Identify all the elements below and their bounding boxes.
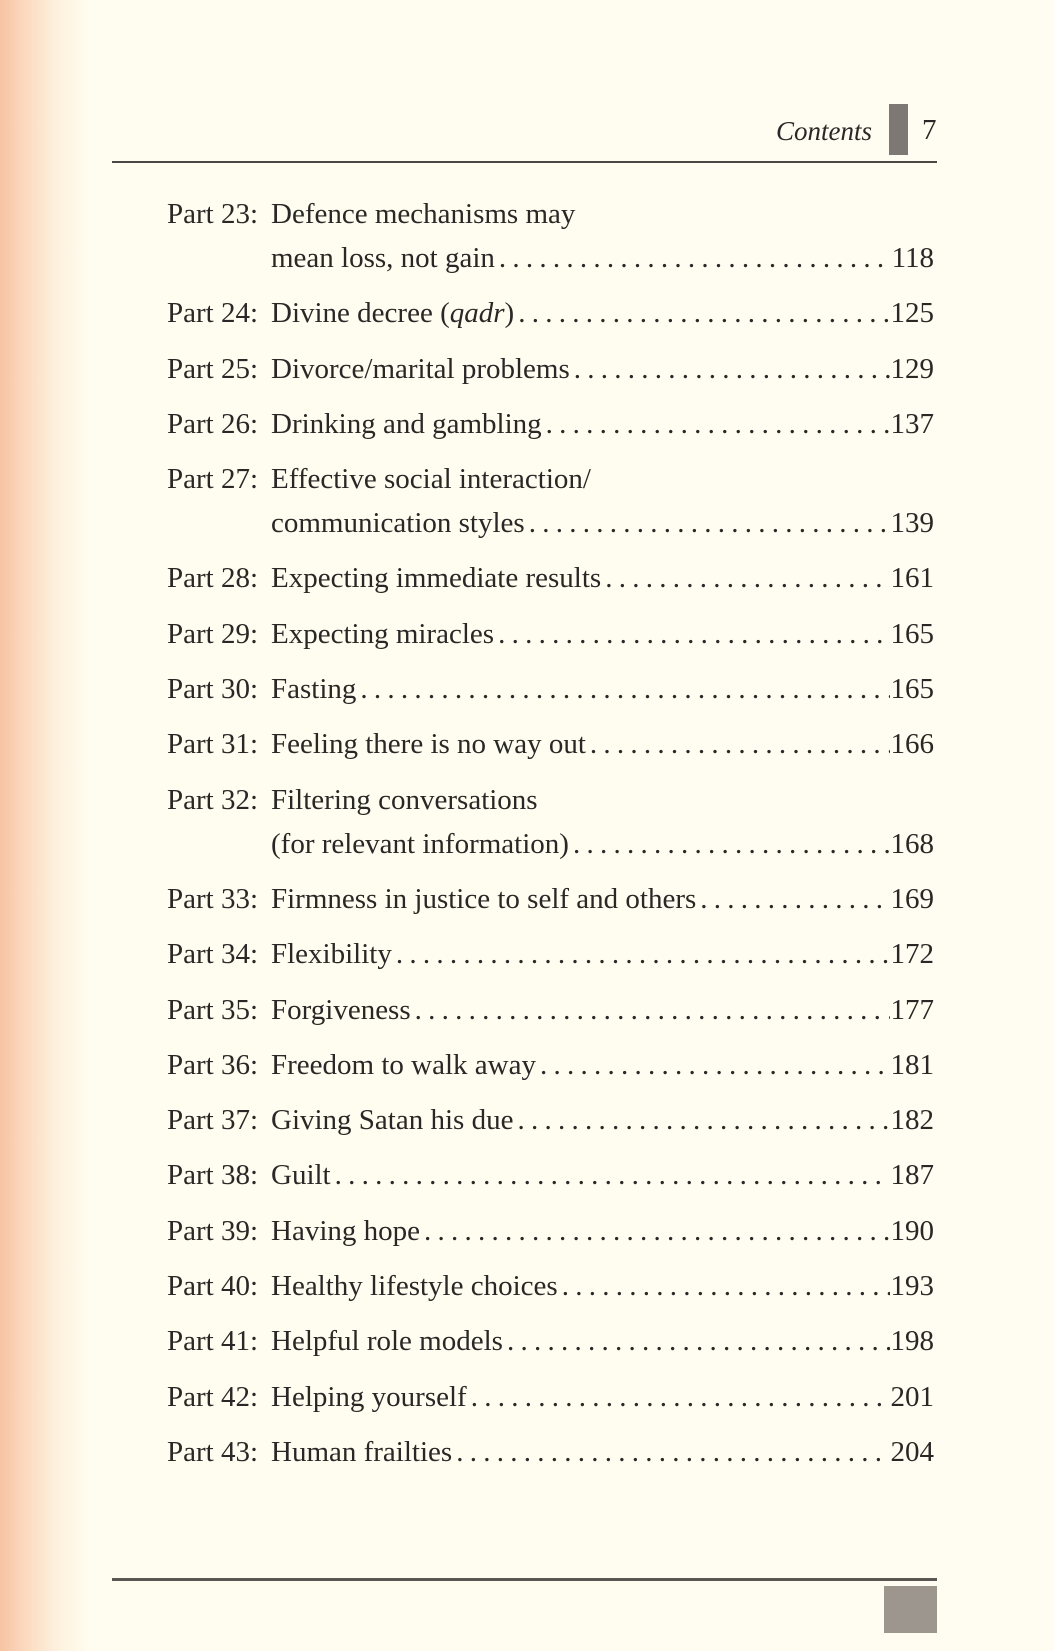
toc-page-number: 161 (890, 562, 934, 595)
toc-title-text: Expecting immediate results (271, 562, 602, 595)
toc-entry[interactable] (167, 291, 934, 335)
dot-leader (420, 1209, 890, 1253)
toc-title-text: mean loss, not gain (271, 242, 495, 274)
toc-entry-line (167, 1209, 934, 1253)
toc-entry-line (167, 667, 934, 711)
toc-page-number: 182 (890, 1104, 934, 1137)
toc-entry[interactable] (167, 722, 934, 766)
toc-title-text: Divorce/marital problems (271, 352, 570, 385)
dot-leader (513, 1098, 890, 1142)
toc-part-label: Part 43: (167, 1435, 259, 1468)
toc-page-number: 129 (890, 352, 934, 385)
table-of-contents (167, 192, 934, 1485)
toc-page-number: 169 (890, 882, 934, 915)
toc-entry[interactable] (167, 556, 934, 600)
toc-entry-line (167, 402, 934, 446)
dot-leader (558, 1264, 890, 1308)
toc-page-number: 118 (891, 242, 934, 274)
toc-part-label: Part 31: (167, 728, 259, 761)
toc-title-text: Firmness in justice to self and others (271, 882, 697, 915)
page-number: 7 (922, 114, 937, 146)
toc-page-number: 168 (890, 827, 934, 860)
toc-part-label: Part 25: (167, 352, 259, 385)
toc-entry-line (167, 1319, 934, 1363)
toc-entry-title (271, 822, 569, 866)
toc-part-label: Part 40: (167, 1270, 259, 1303)
toc-entry-title (271, 1264, 558, 1308)
toc-page-number: 137 (890, 407, 934, 440)
toc-title-text: Forgiveness (271, 993, 411, 1026)
toc-page-number: 165 (890, 673, 934, 706)
toc-page-number: 177 (890, 993, 934, 1026)
toc-page-number: 181 (890, 1048, 934, 1081)
toc-entry-line (167, 347, 934, 391)
toc-title-text: Human frailties (271, 1435, 453, 1468)
toc-entry-title (271, 236, 495, 280)
toc-entry-title (271, 1375, 467, 1419)
toc-title-text: Effective social interaction/ (271, 463, 591, 496)
toc-entry[interactable] (167, 1153, 934, 1197)
toc-entry-title (271, 877, 696, 921)
dot-leader (494, 612, 890, 656)
toc-entry[interactable] (167, 457, 934, 545)
toc-entry-line (167, 556, 934, 600)
toc-title-text: Guilt (271, 1159, 331, 1192)
dot-leader (570, 347, 890, 391)
toc-title-text: Helpful role models (271, 1325, 503, 1358)
dot-leader (467, 1375, 890, 1419)
toc-entry[interactable] (167, 932, 934, 976)
toc-page-number: 204 (890, 1435, 934, 1468)
dot-leader (356, 667, 890, 711)
toc-entry[interactable] (167, 1375, 934, 1419)
toc-entry-line (167, 1043, 934, 1087)
toc-entry[interactable] (167, 1430, 934, 1474)
toc-entry-title (271, 1319, 503, 1363)
toc-title-text: (for relevant information) (271, 827, 569, 860)
dot-leader (331, 1153, 890, 1197)
toc-page-number: 193 (890, 1270, 934, 1303)
toc-entry-line (167, 1430, 934, 1474)
toc-part-label: Part 24: (167, 297, 259, 330)
toc-entry-title (271, 932, 392, 976)
toc-page-number: 201 (890, 1380, 934, 1413)
toc-part-label: Part 29: (167, 617, 259, 650)
toc-title-italic: qadr (449, 297, 505, 330)
toc-entry-continuation (167, 822, 934, 866)
toc-entry-title (271, 192, 575, 236)
toc-entry[interactable] (167, 877, 934, 921)
toc-entry-title (271, 667, 356, 711)
toc-part-label: Part 30: (167, 673, 259, 706)
toc-page-number: 125 (890, 297, 934, 330)
dot-leader (525, 501, 890, 545)
header-marker-bar (889, 104, 908, 155)
toc-part-label: Part 35: (167, 993, 259, 1026)
toc-title-text: communication styles (271, 507, 525, 540)
toc-part-label: Part 41: (167, 1325, 259, 1358)
toc-entry-line (167, 1153, 934, 1197)
toc-part-label: Part 28: (167, 562, 259, 595)
footer-rule (112, 1578, 937, 1581)
toc-entry-title (271, 291, 514, 335)
toc-title-text: ) (504, 297, 515, 330)
toc-entry-line (167, 457, 934, 501)
dot-leader (411, 988, 890, 1032)
toc-entry-line (167, 291, 934, 335)
toc-part-label: Part 36: (167, 1048, 259, 1081)
toc-title-text: Divine decree ( (271, 297, 450, 330)
toc-part-label: Part 37: (167, 1104, 259, 1137)
toc-part-label: Part 26: (167, 407, 259, 440)
toc-title-text: Defence mechanisms may (271, 198, 576, 230)
toc-entry-line (167, 1098, 934, 1142)
toc-entry-title (271, 402, 542, 446)
toc-part-label: Part 34: (167, 938, 259, 971)
toc-entry-continuation (167, 236, 934, 280)
toc-entry[interactable] (167, 347, 934, 391)
dot-leader (392, 932, 890, 976)
toc-title-text: Expecting miracles (271, 617, 495, 650)
toc-title-text: Fasting (271, 673, 357, 706)
running-header-title: Contents (775, 116, 872, 146)
toc-part-label: Part 27: (167, 463, 259, 496)
toc-title-text: Freedom to walk away (271, 1048, 536, 1081)
toc-entry-title (271, 457, 591, 501)
toc-entry[interactable] (167, 1043, 934, 1087)
toc-entry[interactable] (167, 1264, 934, 1308)
toc-entry[interactable] (167, 1319, 934, 1363)
toc-entry-title (271, 988, 411, 1032)
toc-entry-title (271, 722, 586, 766)
toc-part-label: Part 42: (167, 1380, 259, 1413)
toc-entry-title (271, 1430, 452, 1474)
toc-page-number: 139 (890, 507, 934, 540)
toc-entry-title (271, 1153, 331, 1197)
toc-entry-title (271, 1098, 513, 1142)
toc-title-text: Healthy lifestyle choices (271, 1270, 558, 1303)
toc-entry-line (167, 1264, 934, 1308)
toc-title-text: Giving Satan his due (271, 1104, 514, 1137)
toc-part-label: Part 39: (167, 1214, 259, 1247)
toc-entry[interactable] (167, 612, 934, 656)
toc-page-number: 165 (890, 617, 934, 650)
header-rule (112, 161, 937, 163)
toc-entry-title (271, 778, 538, 822)
toc-title-text: Feeling there is no way out (271, 728, 586, 761)
toc-entry-title (271, 1043, 536, 1087)
toc-entry[interactable] (167, 988, 934, 1032)
toc-part-label: Part 33: (167, 882, 259, 915)
toc-title-text: Helping yourself (271, 1380, 467, 1413)
toc-entry-line (167, 722, 934, 766)
footer-marker-box (884, 1586, 937, 1633)
toc-page-number: 187 (890, 1159, 934, 1192)
dot-leader (696, 877, 890, 921)
dot-leader (503, 1319, 890, 1363)
toc-entry[interactable] (167, 778, 934, 866)
toc-entry-continuation (167, 501, 934, 545)
toc-page-number: 198 (890, 1325, 934, 1358)
toc-entry-line (167, 877, 934, 921)
dot-leader (495, 236, 890, 280)
dot-leader (536, 1043, 890, 1087)
toc-part-label: Part 23: (167, 198, 259, 230)
toc-entry-title (271, 347, 570, 391)
toc-entry-line (167, 988, 934, 1032)
toc-entry[interactable] (167, 667, 934, 711)
toc-entry-line (167, 192, 934, 236)
toc-entry-line (167, 778, 934, 822)
toc-title-text: Having hope (271, 1214, 420, 1247)
toc-title-text: Flexibility (271, 938, 392, 971)
toc-page-number: 190 (890, 1214, 934, 1247)
toc-entry[interactable] (167, 192, 934, 280)
toc-entry-line (167, 1375, 934, 1419)
dot-leader (601, 556, 890, 600)
toc-entry[interactable] (167, 1209, 934, 1253)
toc-entry-title (271, 556, 601, 600)
toc-title-text: Filtering conversations (271, 783, 538, 816)
dot-leader (569, 822, 890, 866)
dot-leader (514, 291, 890, 335)
toc-page-number: 172 (890, 938, 934, 971)
dot-leader (586, 722, 890, 766)
toc-part-label: Part 38: (167, 1159, 259, 1192)
toc-entry-title (271, 501, 525, 545)
toc-entry-line (167, 612, 934, 656)
dot-leader (542, 402, 890, 446)
toc-part-label: Part 32: (167, 783, 259, 816)
toc-entry[interactable] (167, 402, 934, 446)
toc-entry[interactable] (167, 1098, 934, 1142)
toc-entry-line (167, 932, 934, 976)
toc-entry-title (271, 1209, 420, 1253)
toc-title-text: Drinking and gambling (271, 407, 542, 440)
toc-page-number: 166 (890, 728, 934, 761)
dot-leader (452, 1430, 890, 1474)
toc-entry-title (271, 612, 494, 656)
